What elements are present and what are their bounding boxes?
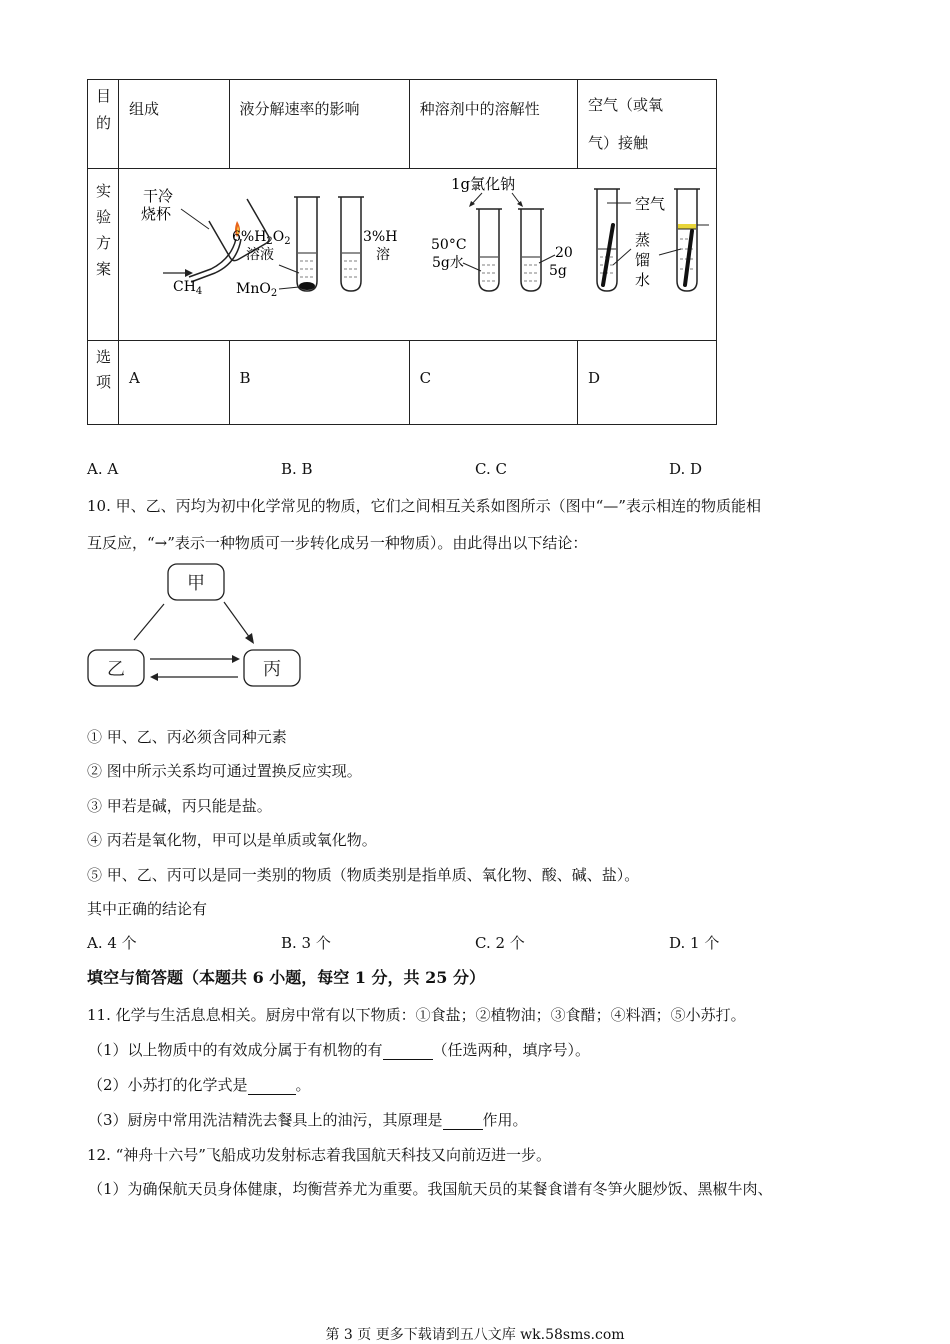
q11-part1 bbox=[88, 1039, 590, 1060]
label-50c: 50°C bbox=[431, 237, 467, 253]
option-b-cell: B bbox=[229, 341, 409, 425]
q11-part3-text: （3）厨房中常用洗洁精洗去餐具上的油污，其原理是 bbox=[88, 1111, 443, 1129]
row-head-purpose-text: 目的 bbox=[94, 88, 112, 142]
q10-statement-5: ⑤ 甲、乙、丙可以是同一类别的物质（物质类别是指单质、氧化物、酸、碱、盐）。 bbox=[87, 866, 640, 884]
diagram-d bbox=[594, 189, 709, 291]
label-distilled-3: 水 bbox=[635, 271, 651, 289]
node-jia-label: 甲 bbox=[187, 573, 205, 594]
test-tube-air bbox=[597, 189, 617, 291]
iron-nail-icon bbox=[603, 225, 613, 285]
q12-stem: 12. “神舟十六号”飞船成功发射标志着我国航天科技又向前迈进一步。 bbox=[87, 1146, 551, 1164]
q11-part3-suffix: 作用。 bbox=[482, 1111, 528, 1129]
label-ch4: $CH_4$ bbox=[173, 279, 203, 297]
q9-option-d[interactable]: D. D bbox=[669, 460, 703, 478]
q10-option-c[interactable]: C. 2 个 bbox=[475, 934, 525, 952]
q11-part2-blank[interactable] bbox=[248, 1076, 296, 1095]
node-yi-label: 乙 bbox=[107, 659, 125, 680]
row-head-scheme-text: 实验方案 bbox=[94, 183, 112, 287]
q11-part2-text: （2）小苏打的化学式是 bbox=[88, 1076, 248, 1094]
section-title: 填空与简答题（本题共 6 小题，每空 1 分，共 25 分） bbox=[87, 968, 485, 987]
diagram-b bbox=[232, 197, 397, 299]
purpose-d-line1: 空气（或氧 bbox=[588, 96, 664, 114]
q10-option-d[interactable]: D. 1 个 bbox=[669, 934, 720, 952]
q10-statement-3: ③ 甲若是碱，丙只能是盐。 bbox=[87, 797, 272, 815]
page-footer: 第 3 页 更多下载请到五八文库 wk.58sms.com bbox=[325, 1327, 625, 1343]
row-head-scheme bbox=[88, 169, 119, 341]
label-h2o2-right: 3%H bbox=[363, 229, 398, 245]
q12-part1: （1）为确保航天员身体健康，均衡营养尤为重要。我国航天员的某餐食谱有冬笋火腿炒饭、黑椒牛肉、 bbox=[88, 1180, 773, 1198]
label-cold: 干冷 bbox=[143, 187, 174, 205]
label-5g: 5g bbox=[549, 263, 567, 279]
node-bing-label: 丙 bbox=[263, 659, 281, 680]
diagram-c bbox=[431, 175, 573, 291]
q11-part1-blank[interactable] bbox=[383, 1041, 433, 1060]
q9-option-a[interactable]: A. A bbox=[87, 460, 119, 478]
label-solution: 溶液 bbox=[246, 247, 274, 263]
q11-part2-suffix: 。 bbox=[295, 1076, 311, 1094]
label-distilled-2: 馏 bbox=[635, 251, 651, 269]
label-5g-water: 5g水 bbox=[432, 255, 464, 271]
label-20: 20 bbox=[555, 245, 573, 261]
option-d-cell: D bbox=[578, 341, 717, 425]
label-solution-right: 溶 bbox=[376, 247, 390, 263]
test-tube-50c bbox=[479, 209, 499, 291]
q10-statement-2: ② 图中所示关系均可通过置换反应实现。 bbox=[87, 762, 362, 780]
option-a-cell: A bbox=[119, 341, 230, 425]
edge-jia-yi bbox=[134, 604, 164, 640]
scheme-cell bbox=[119, 169, 717, 341]
label-air: 空气 bbox=[635, 195, 666, 213]
q10-conclusion: 其中正确的结论有 bbox=[87, 900, 208, 918]
oil-layer bbox=[678, 224, 696, 229]
option-c-cell: C bbox=[409, 341, 577, 425]
label-nacl: 1g氯化钠 bbox=[451, 175, 516, 193]
q10-stem-line2: 互反应，“→”表示一种物质可一步转化成另一种物质）。由此得出以下结论： bbox=[87, 534, 588, 552]
test-tube-20c bbox=[521, 209, 541, 291]
row-head-purpose bbox=[88, 80, 119, 169]
label-distilled-1: 蒸 bbox=[635, 231, 651, 249]
label-h2o2-left: $6\%H_2O_2$ bbox=[232, 229, 291, 247]
purpose-b: 液分解速率的影响 bbox=[229, 80, 409, 169]
purpose-d bbox=[578, 80, 717, 169]
q11-part2 bbox=[88, 1074, 311, 1095]
purpose-d-line2: 气）接触 bbox=[588, 134, 649, 152]
purpose-a: 组成 bbox=[119, 80, 230, 169]
label-mno2: MnO$_2$ bbox=[236, 281, 278, 299]
experiment-diagrams bbox=[119, 169, 716, 339]
row-head-option-text: 选项 bbox=[94, 349, 112, 399]
q11-part3 bbox=[88, 1109, 528, 1130]
q10-option-b[interactable]: B. 3 个 bbox=[281, 934, 331, 952]
q10-statement-4: ④ 丙若是氧化物，甲可以是单质或氧化物。 bbox=[87, 831, 377, 849]
q11-part1-text: （1）以上物质中的有效成分属于有机物的有 bbox=[88, 1041, 383, 1059]
q11-part1-suffix: （任选两种，填序号）。 bbox=[432, 1041, 591, 1059]
arrow-jia-bing bbox=[224, 602, 250, 638]
experiment-table bbox=[87, 79, 717, 425]
relation-diagram bbox=[84, 560, 306, 692]
q10-statement-1: ① 甲、乙、丙必须含同种元素 bbox=[87, 728, 287, 746]
q9-option-c[interactable]: C. C bbox=[475, 460, 507, 478]
q11-stem: 11. 化学与生活息息相关。厨房中常有以下物质：①食盐；②植物油；③食醋；④料酒；⑤小苏打。 bbox=[87, 1006, 746, 1024]
q10-stem-line1: 10. 甲、乙、丙均为初中化学常见的物质，它们之间相互关系如图所示（图中“—”表示相连的物质能相 bbox=[87, 497, 761, 515]
label-beaker: 烧杯 bbox=[141, 205, 172, 223]
row-head-option bbox=[88, 341, 119, 425]
q10-option-a[interactable]: A. 4 个 bbox=[87, 934, 137, 952]
q11-part3-blank[interactable] bbox=[443, 1111, 483, 1130]
purpose-c: 种溶剂中的溶解性 bbox=[409, 80, 577, 169]
q9-option-b[interactable]: B. B bbox=[281, 460, 313, 478]
